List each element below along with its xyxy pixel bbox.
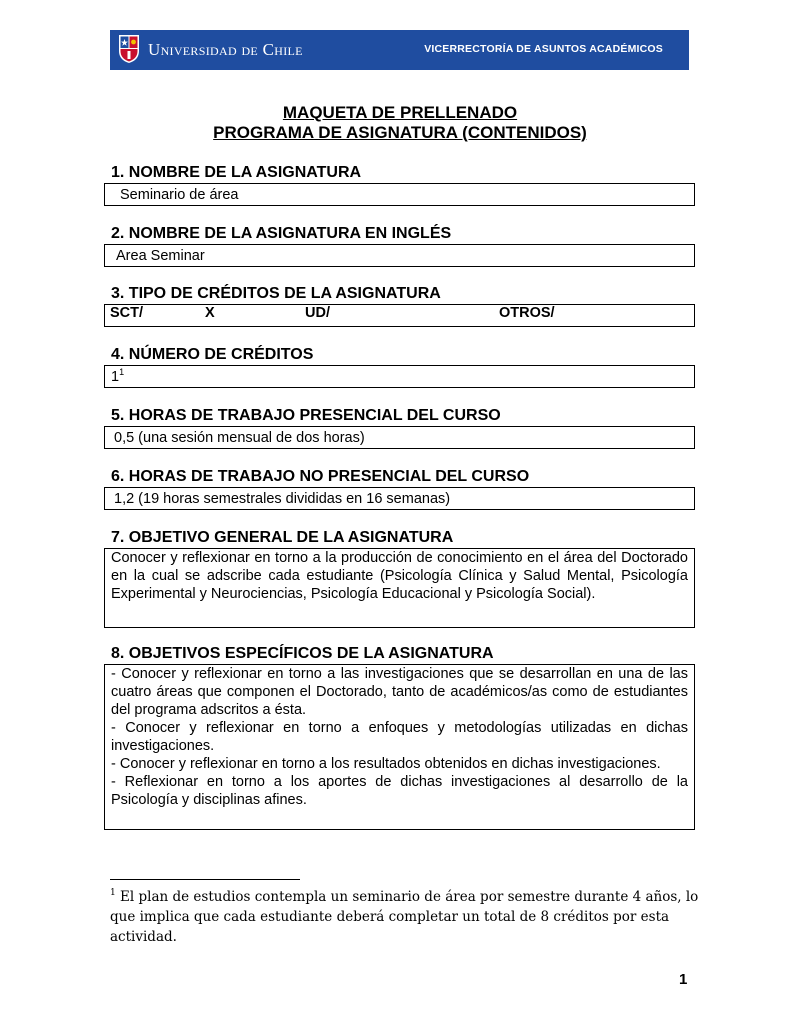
section-5-field bbox=[104, 426, 695, 449]
credit-number-value: 1 bbox=[111, 369, 120, 385]
section-1-heading: 1. NOMBRE DE LA ASIGNATURA bbox=[111, 164, 362, 181]
section-7-heading: 7. OBJETIVO GENERAL DE LA ASIGNATURA bbox=[111, 529, 454, 546]
section-1-field bbox=[104, 183, 695, 206]
section-8-field bbox=[104, 664, 695, 830]
course-name-value: Seminario de área bbox=[120, 187, 239, 203]
header-banner bbox=[110, 30, 689, 70]
section-3-heading: 3. TIPO DE CRÉDITOS DE LA ASIGNATURA bbox=[111, 285, 441, 302]
section-2-heading: 2. NOMBRE DE LA ASIGNATURA EN INGLÉS bbox=[111, 225, 452, 242]
university-crest-icon bbox=[118, 34, 140, 64]
credit-type-otros: OTROS/ bbox=[499, 305, 555, 321]
remote-hours-value: 1,2 (19 horas semestrales divididas en 16 semanas) bbox=[114, 491, 451, 507]
footnote bbox=[110, 887, 700, 947]
document-title-line2: PROGRAMA DE ASIGNATURA (CONTENIDOS) bbox=[213, 123, 587, 142]
credit-type-sct: SCT/ bbox=[110, 305, 144, 321]
section-6-heading: 6. HORAS DE TRABAJO NO PRESENCIAL DEL CURSO bbox=[111, 468, 530, 485]
university-name: Universidad de Chile bbox=[148, 40, 303, 59]
footnote-marker: 1 bbox=[110, 888, 116, 898]
page-number: 1 bbox=[679, 971, 688, 988]
credit-type-ud: UD/ bbox=[305, 305, 330, 321]
section-6-field bbox=[104, 487, 695, 510]
section-7-field bbox=[104, 548, 695, 628]
section-3-field bbox=[104, 304, 695, 327]
section-5-heading: 5. HORAS DE TRABAJO PRESENCIAL DEL CURSO bbox=[111, 407, 501, 424]
course-name-english-value: Area Seminar bbox=[116, 248, 205, 264]
specific-objective-item: - Conocer y reflexionar en torno a enfoques y metodologías utilizadas en dichas investigaciones. bbox=[111, 720, 688, 754]
footnote-text: El plan de estudios contempla un seminario de área por semestre durante 4 años, lo que implica que cada estudiante deberá completar un total de 8 créditos por esta actividad. bbox=[110, 889, 699, 945]
section-8-heading: 8. OBJETIVOS ESPECÍFICOS DE LA ASIGNATURA bbox=[111, 645, 494, 662]
in-person-hours-value: 0,5 (una sesión mensual de dos horas) bbox=[114, 430, 365, 446]
credit-type-mark: X bbox=[205, 305, 215, 321]
vicerrectoria-label: VICERRECTORÍA DE ASUNTOS ACADÉMICOS bbox=[424, 43, 663, 55]
credit-type-row bbox=[105, 305, 694, 326]
specific-objective-item: - Conocer y reflexionar en torno a las investigaciones que se desarrollan en una de las cuatro áreas que componen el Doctorado, tanto de académicos/as como de estudiantes del programa adscritos a ésta. bbox=[111, 666, 688, 718]
footnote-separator bbox=[110, 879, 300, 880]
specific-objective-item: - Conocer y reflexionar en torno a los resultados obtenidos en dichas investigaciones. bbox=[111, 756, 661, 772]
section-4-field bbox=[104, 365, 695, 388]
general-objective-text: Conocer y reflexionar en torno a la producción de conocimiento en el área del Doctorado en la cual se adscribe cada estudiante (Psicología Clínica y Salud Mental, Psicología Experimental y Neurociencias, Psicología Educacional y Psicología Social). bbox=[111, 550, 688, 602]
section-2-field bbox=[104, 244, 695, 267]
document-title-line1: MAQUETA DE PRELLENADO bbox=[282, 103, 518, 122]
section-4-heading: 4. NÚMERO DE CRÉDITOS bbox=[111, 346, 314, 363]
footnote-reference[interactable]: 1 bbox=[119, 367, 125, 377]
specific-objective-item: - Reflexionar en torno a los aportes de dichas investigaciones al desarrollo de la Psicología y disciplinas afines. bbox=[111, 774, 688, 808]
